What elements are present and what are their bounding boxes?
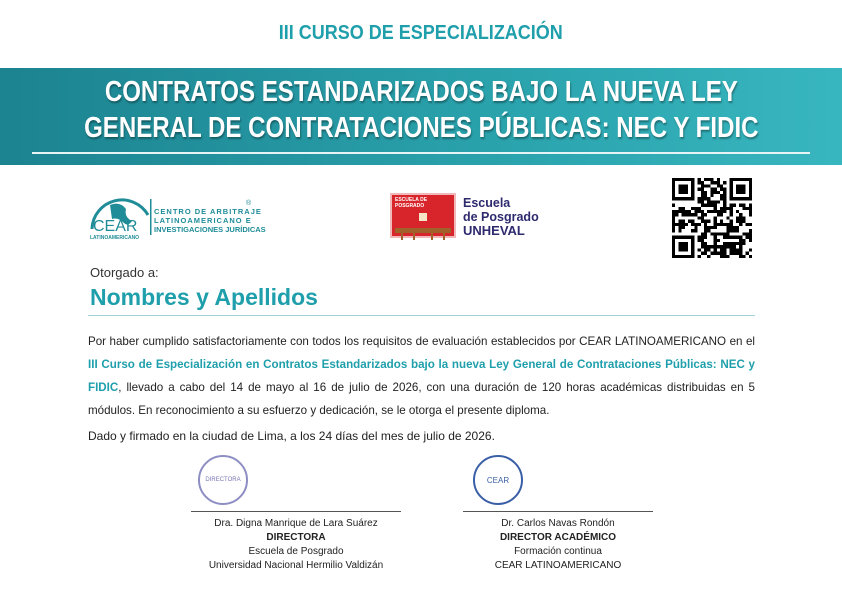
cear-name: CENTRO DE ARBITRAJE LATINOAMERICANO E INVESTIGACIONES JURÍDICAS (154, 207, 266, 234)
qr-code[interactable] (672, 178, 752, 258)
name-underline (88, 315, 755, 316)
certificate-body: Por haber cumplido satisfactoriamente con todos los requisitos de evaluación establecidos por CEAR LATINOAMERICANO en el III Curso de Especialización en Contratos Estandarizados bajo la nueva Ley General de Contrataciones Públicas: NEC y FIDIC, llevado a cabo del 14 de mayo al 16 de julio de 2026, con una duración de 120 horas académicas distribuidas en 5 módulos. En reconocimiento a su esfuerzo y dedicación, se le otorga el presente diploma. (88, 335, 755, 417)
signature-block-2: Dr. Carlos Navas Rondón DIRECTOR ACADÉMICO Formación continua CEAR LATINOAMERICANO (494, 518, 622, 571)
signature-block-1: Dra. Digna Manrique de Lara Suárez DIRECTORA Escuela de Posgrado Universidad Nacional Hermilio Valdizán (208, 518, 384, 571)
title-line-1: CONTRATOS ESTANDARIZADOS BAJO LA NUEVA LEY (104, 76, 738, 108)
signature-line (191, 511, 401, 512)
unheval-logo: ESCUELA DE POSGRADO (390, 193, 456, 238)
unheval-name: Escuela de Posgrado UNHEVAL (463, 196, 539, 238)
course-subtitle: III CURSO DE ESPECIALIZACIÓN (278, 22, 564, 44)
cear-sub: LATINOAMERICANO (90, 235, 140, 241)
signed-place-date: Dado y firmado en la ciudad de Lima, a los 24 días del mes de julio de 2026. (88, 429, 495, 443)
recipient-name: Nombres y Apellidos (90, 284, 318, 310)
seal-directora: DIRECTORA (198, 455, 248, 505)
awarded-to-label: Otorgado a: (90, 265, 159, 280)
title-line-2: GENERAL DE CONTRATACIONES PÚBLICAS: NEC Y FIDIC (83, 112, 759, 144)
banner-divider (32, 152, 810, 154)
registered-mark: ® (246, 200, 252, 207)
title-banner (0, 68, 842, 165)
seal-cear: CEAR (473, 455, 523, 505)
course-name: III Curso de Especialización en Contratos Estandarizados bajo la nueva Ley General de Contrataciones Públicas: NEC y FIDIC (88, 358, 755, 394)
signature-line (463, 511, 653, 512)
cear-mark: CEAR (93, 218, 138, 235)
